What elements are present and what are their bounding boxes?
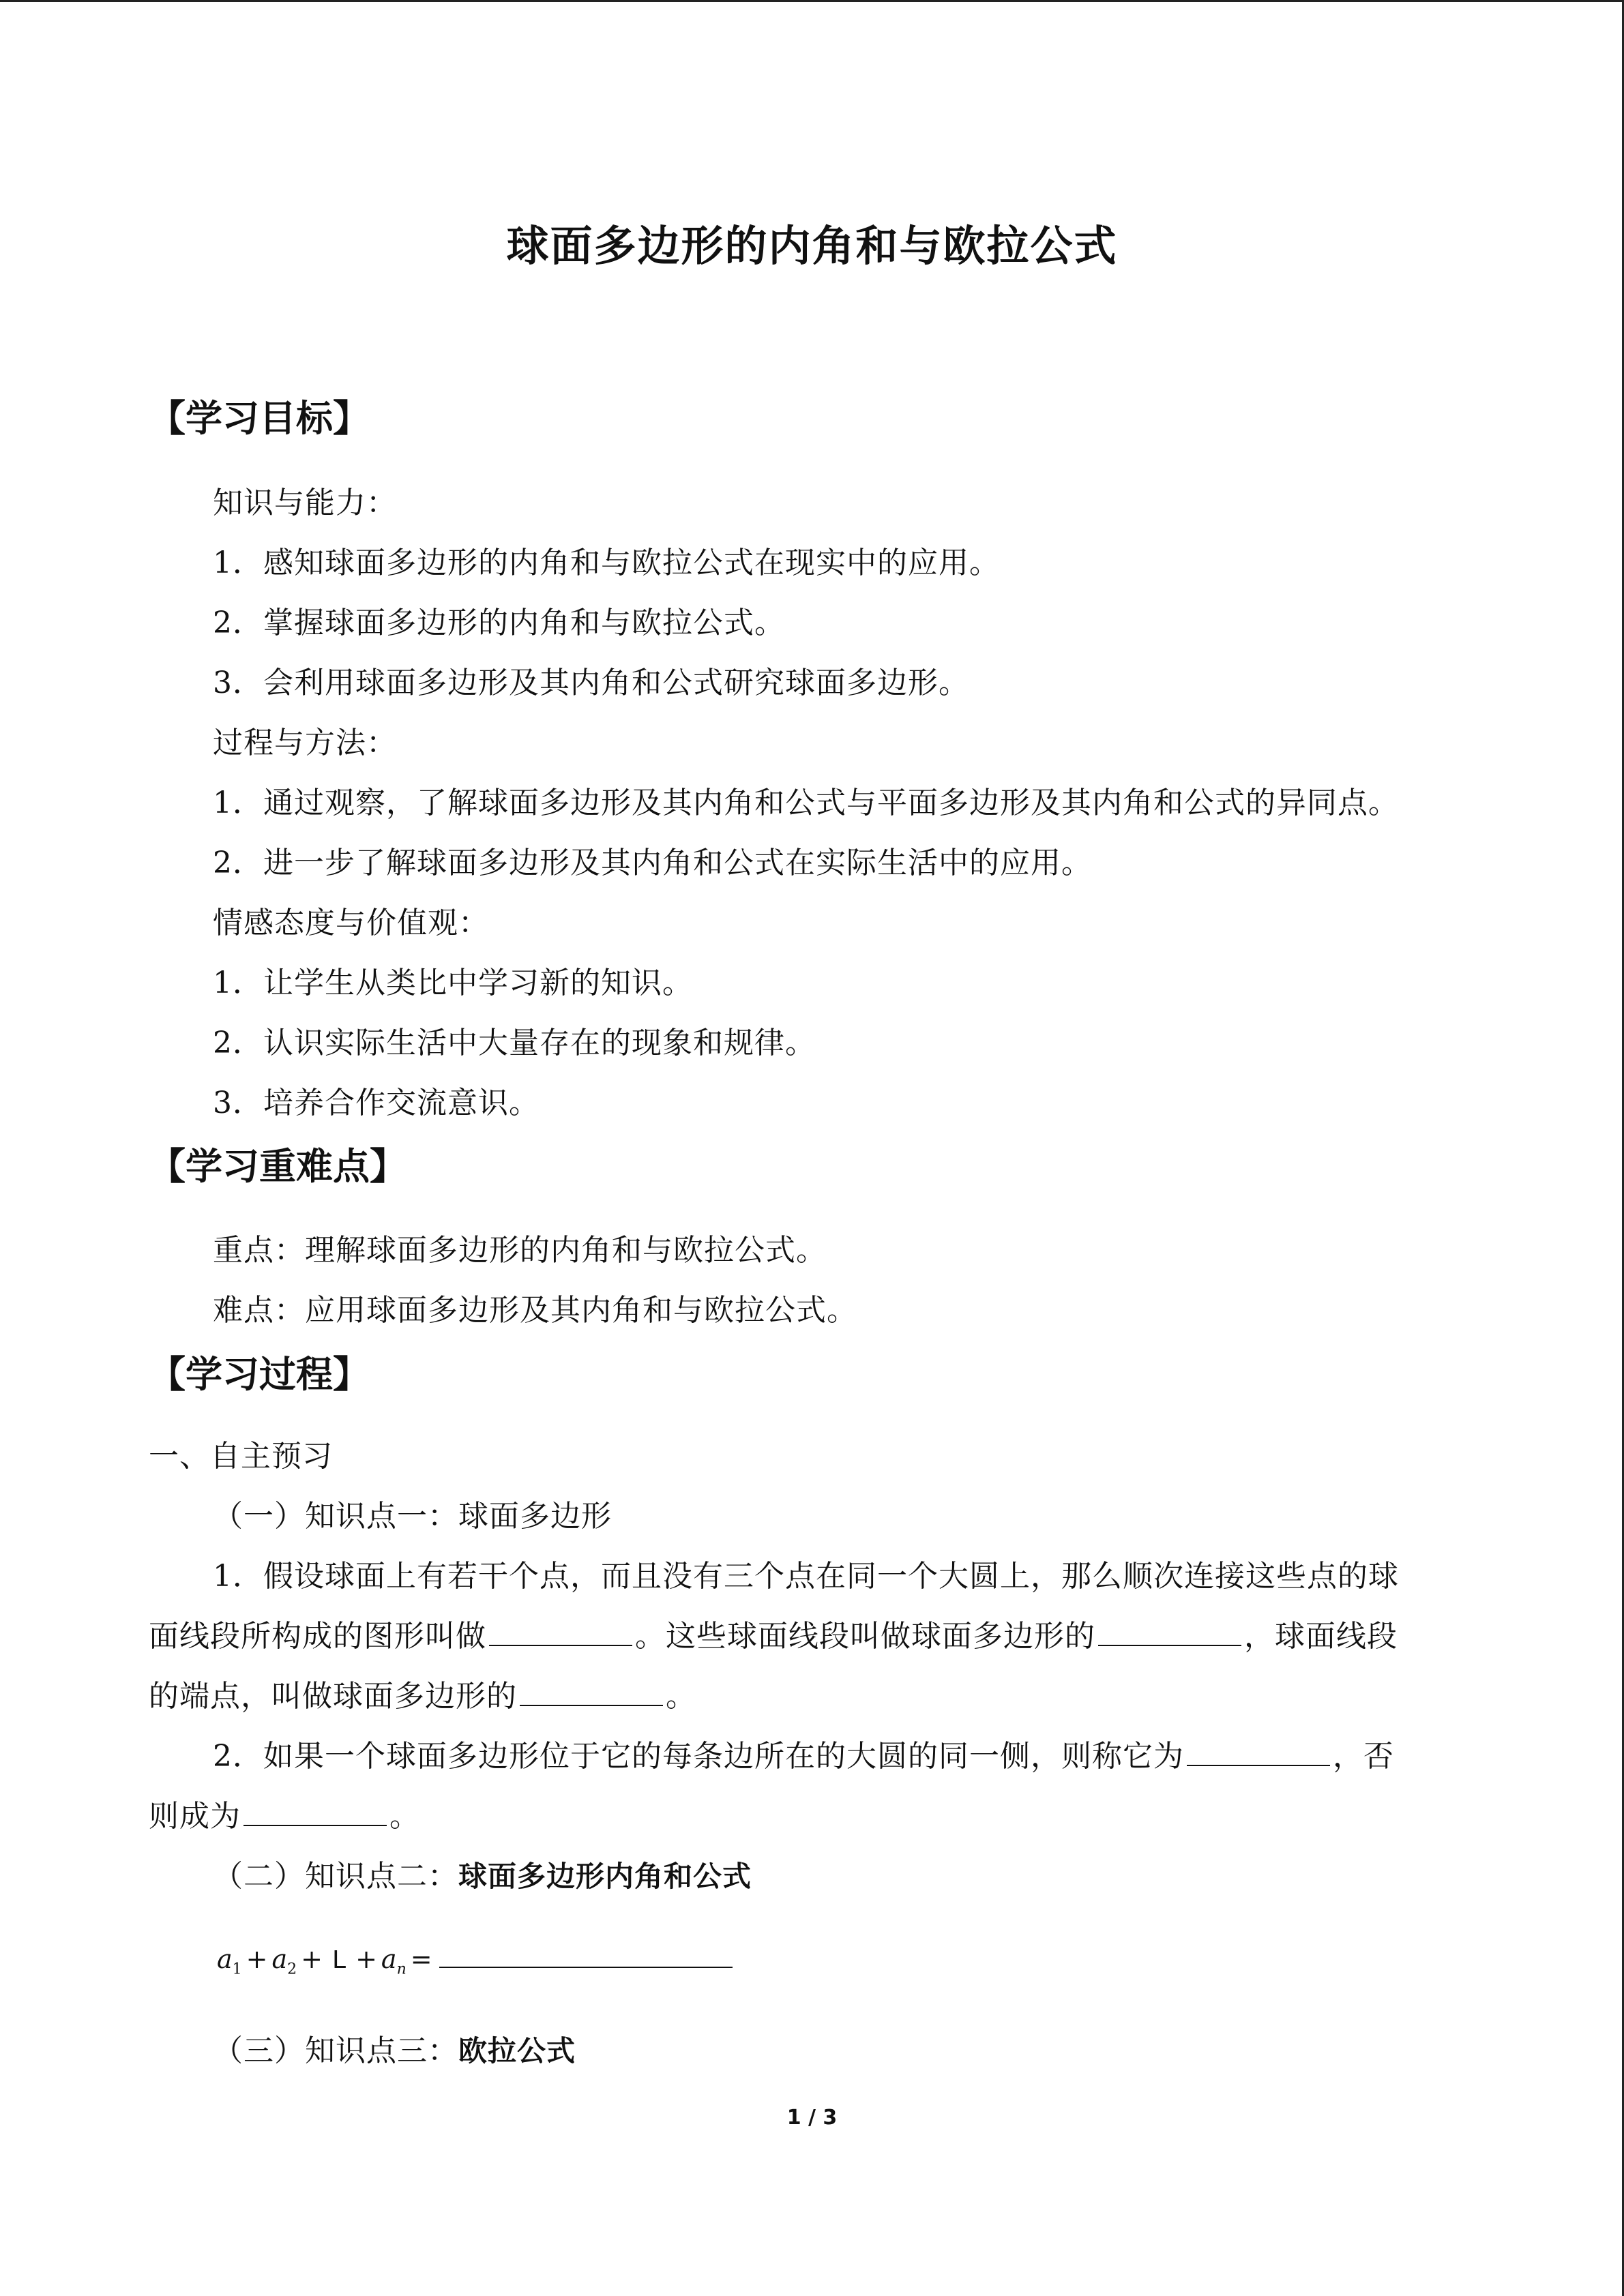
formula-plus-2: + — [301, 1944, 323, 1974]
emotion-heading: 情感态度与价值观： — [213, 906, 489, 940]
method-item-2: 2．进一步了解球面多边形及其内角和公式在实际生活中的应用。 — [213, 846, 1092, 880]
question-1-text-e: 。 — [666, 1679, 696, 1714]
question-2-line-2 — [149, 1791, 420, 1835]
question-1-line-3 — [149, 1671, 696, 1715]
key-point-difficulty: 难点：应用球面多边形及其内角和与欧拉公式。 — [213, 1293, 857, 1328]
answer-blank-polygon — [489, 1615, 632, 1646]
interior-angle-sum-formula — [217, 1944, 733, 1978]
knowledge-point-1-heading: （一）知识点一：球面多边形 — [213, 1499, 612, 1534]
question-2-text-a: 2．如果一个球面多边形位于它的每条边所在的大圆的同一侧，则称它为 — [213, 1739, 1184, 1774]
knowledge-point-3-heading — [213, 2026, 576, 2070]
key-point-focus: 重点：理解球面多边形的内角和与欧拉公式。 — [213, 1233, 827, 1268]
question-2-text-d: 。 — [389, 1799, 420, 1834]
section-heading-process: 【学习过程】 — [149, 1353, 370, 1396]
knowledge-heading: 知识与能力： — [213, 486, 397, 520]
formula-an: $a_n$ — [381, 1944, 407, 1978]
emotion-item-1: 1．让学生从类比中学习新的知识。 — [213, 966, 693, 1000]
emotion-item-2: 2．认识实际生活中大量存在的现象和规律。 — [213, 1026, 816, 1060]
answer-blank-convex — [1187, 1735, 1330, 1766]
knowledge-point-2-heading — [213, 1851, 752, 1895]
question-2-text-c: 则成为 — [149, 1799, 241, 1834]
answer-blank-vertices — [520, 1675, 663, 1706]
emotion-item-3: 3．培养合作交流意识。 — [213, 1086, 540, 1120]
formula-plus-3: + — [355, 1944, 377, 1974]
method-heading: 过程与方法： — [213, 726, 397, 760]
knowledge-point-3-name: 欧拉公式 — [458, 2034, 576, 2068]
knowledge-item-3: 3．会利用球面多边形及其内角和公式研究球面多边形。 — [213, 666, 969, 700]
question-1-text-d: 的端点，叫做球面多边形的 — [149, 1679, 517, 1714]
section-heading-key-points: 【学习重难点】 — [149, 1145, 407, 1188]
formula-equals: = — [410, 1944, 432, 1974]
question-1-line-2 — [149, 1611, 1398, 1655]
question-1-text-a: 面线段所构成的图形叫做 — [149, 1619, 486, 1654]
part-one-heading: 一、自主预习 — [149, 1439, 333, 1474]
question-1-line-1: 1．假设球面上有若干个点，而且没有三个点在同一个大圆上，那么顺次连接这些点的球 — [213, 1559, 1399, 1594]
question-1-text-c: ，球面线段 — [1244, 1619, 1398, 1654]
question-2-line-1 — [213, 1731, 1394, 1775]
answer-blank-angle-sum — [439, 1946, 733, 1968]
knowledge-point-2-name: 球面多边形内角和公式 — [458, 1860, 752, 1893]
answer-blank-concave — [243, 1795, 387, 1826]
formula-plus-1: + — [246, 1944, 268, 1974]
question-1-text-b: 。这些球面线段叫做球面多边形的 — [635, 1619, 1095, 1654]
answer-blank-edges — [1098, 1615, 1241, 1646]
knowledge-item-1: 1．感知球面多边形的内角和与欧拉公式在现实中的应用。 — [213, 546, 1000, 580]
formula-a2: $a_2$ — [271, 1944, 297, 1978]
question-2-text-b: ，否 — [1333, 1739, 1394, 1774]
knowledge-item-2: 2．掌握球面多边形的内角和与欧拉公式。 — [213, 606, 785, 640]
knowledge-point-2-prefix: （二）知识点二： — [213, 1859, 458, 1894]
method-item-1: 1．通过观察，了解球面多边形及其内角和公式与平面多边形及其内角和公式的异同点。 — [213, 786, 1399, 820]
formula-a1: $a_1$ — [217, 1944, 242, 1978]
page-number: 1 / 3 — [786, 2106, 838, 2130]
section-heading-goals: 【学习目标】 — [149, 397, 370, 440]
page-title: 球面多边形的内角和与欧拉公式 — [506, 221, 1118, 271]
formula-ellipsis: L — [332, 1946, 346, 1974]
knowledge-point-3-prefix: （三）知识点三： — [213, 2033, 458, 2068]
